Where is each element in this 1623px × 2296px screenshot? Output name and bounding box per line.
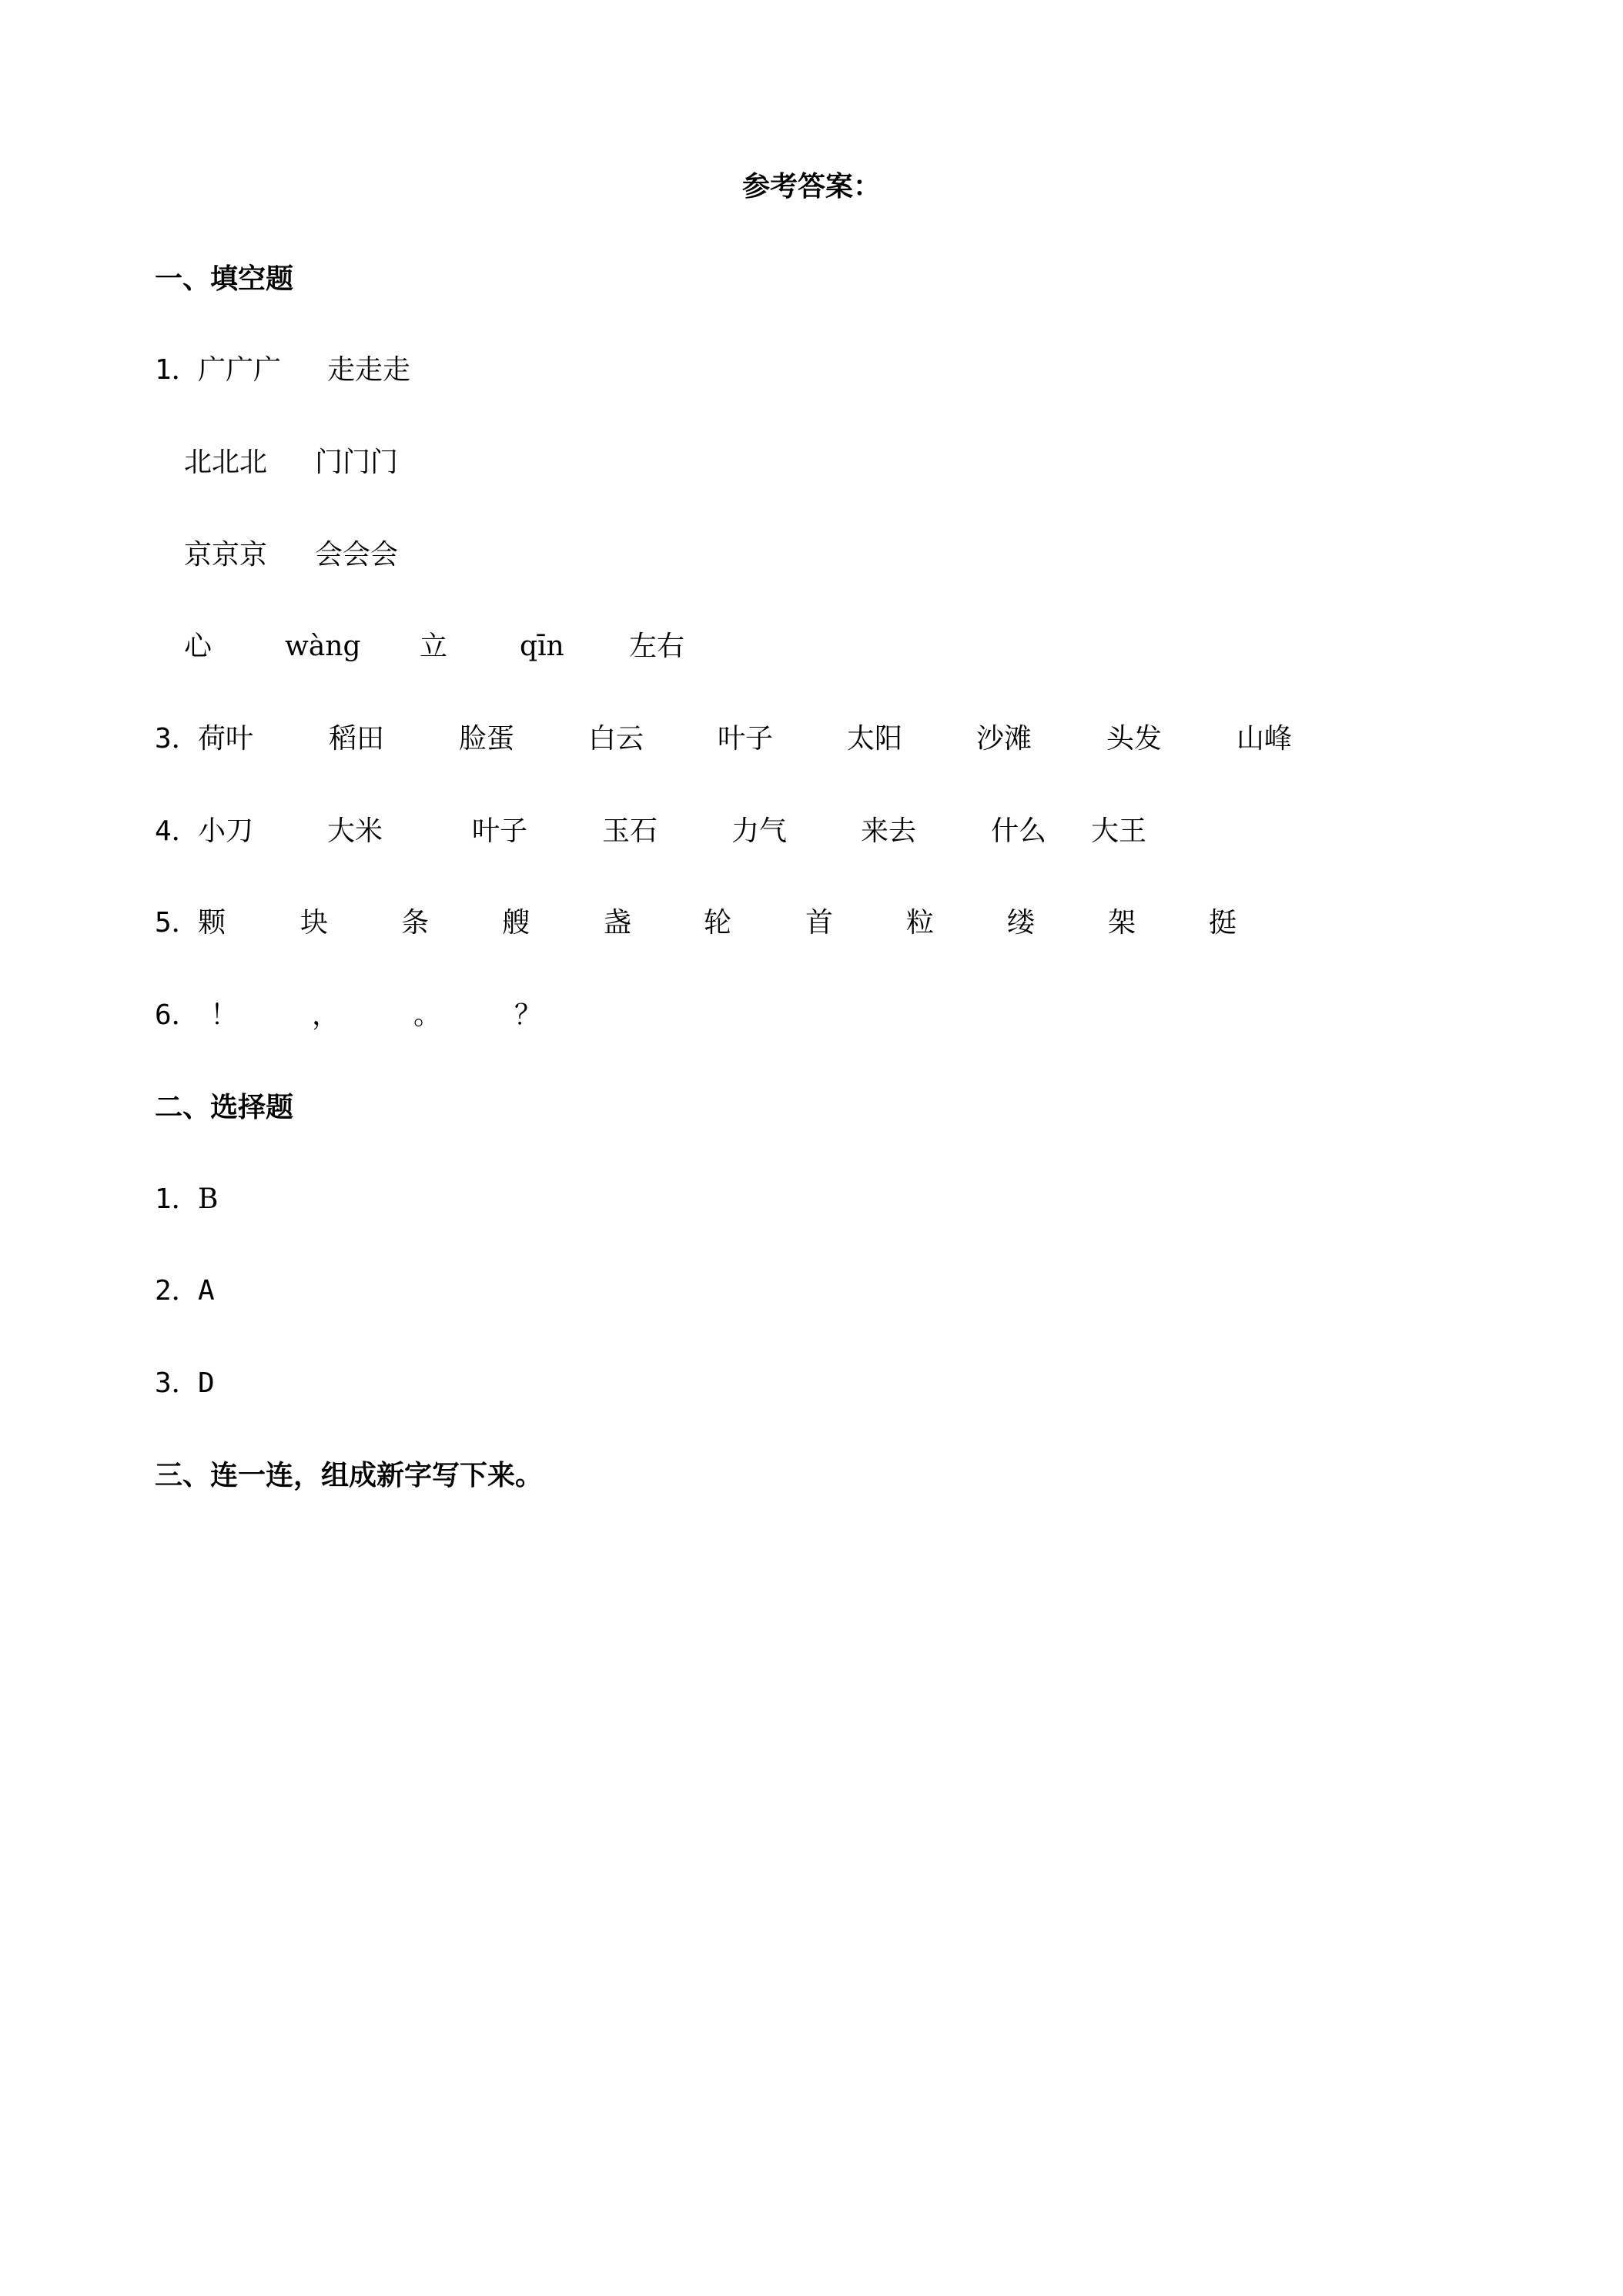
answer-item: 头发 — [1106, 723, 1163, 755]
answer-item: 玉石 — [602, 815, 658, 847]
answer-item: 力气 — [731, 815, 788, 847]
answer-line — [0, 1181, 1623, 1218]
section-heading-matching: 三、连一连，组成新字写下来。 — [155, 1459, 544, 1491]
answer-item: A — [198, 1275, 215, 1307]
answer-item: ？ — [514, 999, 543, 1031]
answer-item: 缕 — [1007, 907, 1036, 939]
answer-item: 北北北 — [184, 447, 268, 478]
answer-item: 艘 — [502, 907, 530, 939]
question-number: 4． — [155, 815, 199, 847]
answer-item: 盏 — [604, 907, 632, 939]
answer-item: wàng — [285, 631, 361, 662]
answer-item: 挺 — [1209, 907, 1237, 939]
page-title: 参考答案： — [741, 170, 881, 202]
answer-item: 京京京 — [184, 539, 268, 571]
section-heading-fill-blank: 一、填空题 — [155, 263, 294, 295]
answer-item: 条 — [401, 907, 430, 939]
question-number: 6． — [155, 999, 199, 1031]
answer-item: 左右 — [629, 631, 685, 662]
question-number: 2． — [155, 1275, 199, 1307]
answer-item: 山峰 — [1236, 723, 1293, 755]
answer-line — [0, 997, 1623, 1034]
answer-item: 。 — [413, 999, 442, 1031]
answer-item: 白云 — [588, 723, 644, 755]
answer-item: ， — [312, 999, 340, 1031]
question-number: 3． — [155, 1367, 199, 1399]
answer-item: 荷叶 — [198, 723, 254, 755]
answer-item: 太阳 — [847, 723, 903, 755]
answer-item: 大王 — [1091, 815, 1147, 847]
answer-item: D — [198, 1367, 215, 1399]
answer-item: 稻田 — [329, 723, 385, 755]
answer-item: 粒 — [906, 907, 935, 939]
answer-item: 叶子 — [472, 815, 528, 847]
answer-item: 首 — [805, 907, 834, 939]
answer-item: 立 — [420, 631, 448, 662]
answer-line — [0, 905, 1623, 942]
question-number: 1． — [155, 1183, 199, 1215]
answer-item: 走走走 — [327, 354, 411, 386]
answer-item: 叶子 — [718, 723, 774, 755]
question-number: 1． — [155, 354, 199, 386]
answer-item: 架 — [1108, 907, 1136, 939]
answer-line — [0, 628, 1623, 665]
answer-item: 脸蛋 — [459, 723, 515, 755]
answer-item: 门门门 — [315, 447, 399, 478]
answer-line — [0, 352, 1623, 389]
question-number: 5． — [155, 907, 199, 939]
answer-line — [0, 1273, 1623, 1310]
answer-item: 会会会 — [315, 539, 399, 571]
answer-line — [0, 1365, 1623, 1402]
answer-item: 颗 — [198, 907, 226, 939]
answer-item: 什么 — [991, 815, 1047, 847]
question-number: 3． — [155, 723, 199, 755]
answer-line — [0, 444, 1623, 481]
answer-item: 广广广 — [198, 354, 282, 386]
answer-item: 沙滩 — [976, 723, 1032, 755]
answer-item: 轮 — [704, 907, 732, 939]
answer-item: ！ — [210, 999, 239, 1031]
answer-item: 心 — [184, 631, 212, 662]
answer-line — [0, 537, 1623, 574]
answer-item: 大米 — [327, 815, 383, 847]
answer-line — [0, 813, 1623, 850]
answer-item: 小刀 — [198, 815, 254, 847]
answer-item: 来去 — [861, 815, 917, 847]
answer-line — [0, 721, 1623, 758]
answer-item: B — [198, 1183, 219, 1215]
answer-item: qīn — [520, 631, 564, 662]
section-heading-multiple-choice: 二、选择题 — [155, 1091, 294, 1123]
answer-item: 块 — [300, 907, 329, 939]
